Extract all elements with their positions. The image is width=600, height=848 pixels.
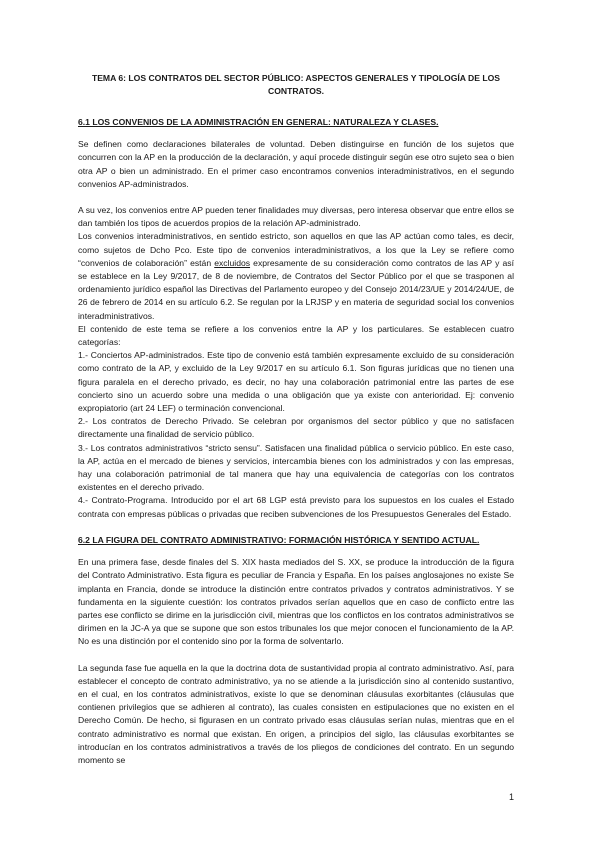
paragraph: La segunda fase fue aquella en la que la doctrina dota de sustantividad propia al contrato administrativo. Así, para establecer el concepto de contrato administrativo, ya no se atiende a la jurisdicción sino al contenido sustantivo, en el cual, en los contratos administrativos, existe lo que se denominan cláusulas exorbitantes (cláusulas que contienen privilegios que se adhieren al contrato), las cuales consisten en estipulaciones que no existen en el Derecho Común. De hecho, si figurasen en un contrato privado esas cláusulas serían nulas, mientras que en el contrato administrativo es normal que existan. En origen, a principios del siglo, las cláusulas exorbitantes se introducían en los contratos administrativos a través de los pliegos de condiciones del contrato. En un segundo momento se bbox=[78, 662, 514, 765]
paragraph: A su vez, los convenios entre AP pueden tener finalidades muy diversas, pero interesa observar que entre ellos se dan también los tipos de acuerdos propios de la relación AP-administrado. bbox=[78, 205, 514, 229]
list-item: 1.- Conciertos AP-administrados. Este tipo de convenio está también expresamente excluido de su consideración como contrato de la AP, y excluido de la Ley 9/2017 en su artículo 6.1. Son figuras jurídicas que no tienen una figura paralela en el derecho privado, es decir, no hay una colaboración patrimonial entre las partes de ese concierto sino un acuerdo sobre una medida o una obligación que ya existe con anterioridad. Ej: convenio expropiatorio (art 24 LEF) o terminación convencional. bbox=[78, 350, 514, 414]
paragraph: El contenido de este tema se refiere a los convenios entre la AP y los particulares. Se establecen cuatro categorías: bbox=[78, 323, 514, 348]
section-heading-6-1: 6.1 LOS CONVENIOS DE LA ADMINISTRACIÓN EN GENERAL: NATURALEZA Y CLASES. bbox=[78, 117, 439, 127]
list-item: 4.- Contrato-Programa. Introducido por el art 68 LGP está previsto para los supuestos en los cuales el Estado contrata con empresas públicas o privadas que reciben subvenciones de los Presupuestos Generales del Estado. bbox=[78, 495, 514, 519]
section-heading-6-2: 6.2 LA FIGURA DEL CONTRATO ADMINISTRATIVO: FORMACIÓN HISTÓRICA Y SENTIDO ACTUAL. bbox=[78, 534, 480, 545]
underlined-word: excluidos bbox=[214, 257, 251, 268]
paragraph: Se definen como declaraciones bilaterales de voluntad. Deben distinguirse en función de los sujetos que concurren con la AP en la producción de la declaración, y aquí procede distinguir según ese otro sujeto sea o bien otra AP o bien un administrado. En el primer caso encontramos convenios interadministrativos, en el segundo convenios AP-administrados. bbox=[78, 139, 514, 189]
list-item: 3.- Los contratos administrativos “stricto sensu”. Satisfacen una finalidad pública o servicio público. En este caso, la AP, actúa en el mercado de bienes y servicios, intercambia bienes con los administrados y con las empresas, hay una colaboración patrimonial de tal manera que hay una equivalencia de categorías con los contratos existentes en el derecho privado. bbox=[78, 442, 514, 493]
paragraph bbox=[78, 230, 514, 322]
paragraph: En una primera fase, desde finales del S. XIX hasta mediados del S. XX, se produce la introducción de la figura del Contrato Administrativo. Esta figura es peculiar de Francia y España. En los países anglosajones no existe Se implanta en Francia, donde se introduce la distinción entre contratos privados y contratos administrativos. Y se fundamenta en la siguiente cuestión: los contratos privados serían aquellos que en caso de conflicto entre las partes ese conflicto se dirime en la jurisdicción civil, mientras que los conflictos en los contratos administrativos se dirimen en la JC-A ya que se supone que son estos tribunales los que mejor conocen el funcionamiento de la AP. No es una distinción por el contenido sino por la forma de solventarlo. bbox=[78, 557, 514, 647]
paragraph-text: Los convenios interadministrativos, en sentido estricto, son aquellos en que las AP actúan como tales, es decir, como sujetos de Dcho Pco. Este tipo de convenios interadministrativos, a los que la Ley se refiere como “convenios de colaboración” están bbox=[78, 231, 514, 268]
list-item: 2.- Los contratos de Derecho Privado. Se celebran por organismos del sector público y que no satisfacen directamente una finalidad de servicio público. bbox=[78, 416, 514, 440]
document-title: TEMA 6: LOS CONTRATOS DEL SECTOR PÚBLICO: ASPECTOS GENERALES Y TIPOLOGÍA DE LOS CONTRATOS. bbox=[91, 73, 501, 96]
paragraph-text: expresamente de su consideración como contratos de las AP y así se establece en la Ley 9/2017, de 8 de noviembre, de Contratos del Sector Público por el que se trasponen al ordenamiento jurídico español las Directivas del Parlamento europeo y del Consejo 2014/23/UE y 2014/24/UE, de 26 de febrero de 2014 en su artículo 6.2. Se regulan por la LRJSP y en materia de seguridad social los convenios interadministrativos. bbox=[78, 257, 514, 321]
page-number: 1 bbox=[508, 792, 514, 802]
